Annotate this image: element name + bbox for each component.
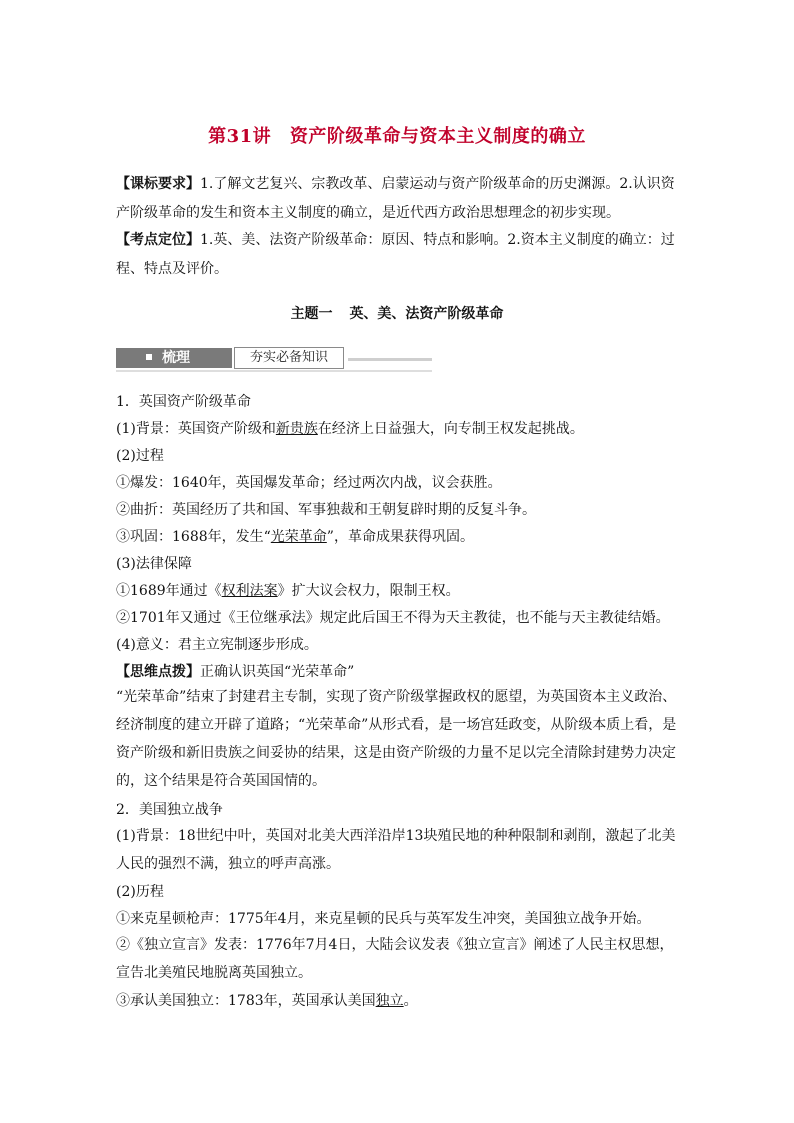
england-process-3 (116, 527, 686, 547)
underlined-term: 光荣革命 (270, 529, 327, 545)
us-background: (1)背景：18世纪中叶，英国对北美大西洋沿岸13块殖民地的种种限制和剥削，激起了北美人民的强烈不满，独立的呼声高涨。 (116, 828, 676, 872)
us-process-2: ②《独立宣言》发表：1776年7月4日，大陆会议发表《独立宣言》阐述了人民主权思想，宣告北美殖民地脱离英国独立。 (116, 937, 674, 981)
england-process-1: ①爆发：1640年，英国爆发革命；经过两次内战，议会获胜。 (116, 475, 502, 491)
england-law-2: ②1701年又通过《王位继承法》规定此后国王不得为天主教徒，也不能与天主教徒结婚。 (116, 610, 670, 626)
banner-underline (116, 370, 432, 372)
england-significance: (4)意义：君主立宪制逐步形成。 (116, 637, 318, 653)
banner-dark-tab (116, 348, 232, 368)
text-span: ①1689年通过《 (116, 583, 222, 599)
thinking-tip-body: “光荣革命”结束了封建君主专制，实现了资产阶级掌握政权的愿望，为英国资本主义政治、经济制度的建立开辟了道路；“光荣革命”从形式看，是一场宫廷政变，从阶级本质上看，是资产阶级和新旧贵族之间妥协的结果，这是由资产阶级的力量不足以完全清除封建势力决定的，这个结果是符合英国国情的。 (116, 689, 677, 789)
banner-light-label: 夯实必备知识 (234, 347, 344, 369)
text-span: 》扩大议会权力，限制王权。 (277, 583, 460, 599)
thinking-tip-title: 正确认识英国“光荣革命” (200, 664, 355, 680)
square-bullet-icon (146, 354, 152, 360)
curriculum-requirements (116, 170, 682, 228)
us-process-3 (116, 991, 686, 1011)
banner-dark-label: 梳理 (162, 350, 190, 366)
thinking-tip-heading (116, 662, 686, 682)
position-label: 【考点定位】 (116, 232, 200, 248)
underlined-term: 权利法案 (221, 583, 278, 599)
lesson-title: 资产阶级革命与资本主义制度的确立 (289, 126, 586, 147)
requirements-text: 1.了解文艺复兴、宗教改革、启蒙运动与资产阶级革命的历史渊源。2.认识资产阶级革命的发生和资本主义制度的确立，是近代西方政治思想理念的初步实现。 (116, 176, 675, 221)
topic-text: 英、美、法资产阶级革命 (349, 306, 504, 322)
requirements-label: 【课标要求】 (116, 176, 200, 192)
text-span: 。 (403, 993, 418, 1009)
banner-rule (348, 358, 432, 361)
thinking-tip-label: 【思维点拨】 (116, 664, 200, 680)
england-law-heading: (3)法律保障 (116, 556, 192, 572)
text-span: (1)背景：英国资产阶级和 (116, 421, 276, 437)
us-process-1: ①来克星顿枪声：1775年4月，来克星顿的民兵与英军发生冲突，美国独立战争开始。 (116, 911, 651, 927)
section-banner (116, 346, 432, 372)
england-process-2: ②曲折：英国经历了共和国、军事独裁和王朝复辟时期的反复斗争。 (116, 502, 536, 518)
text-span: ③承认美国独立：1783年，英国承认美国 (116, 993, 376, 1009)
underlined-term: 独立 (375, 993, 404, 1009)
text-span: ③巩固：1688年，发生“ (116, 529, 271, 545)
lesson-number: 第31讲 (208, 126, 272, 147)
text-span: 在经济上日益强大，向专制王权发起挑战。 (317, 421, 584, 437)
text-span: ”，革命成果获得巩固。 (326, 529, 474, 545)
section-1-heading: 1．英国资产阶级革命 (116, 394, 251, 410)
england-law-1 (116, 581, 686, 601)
underlined-term: 新贵族 (275, 421, 318, 437)
topic-heading (0, 303, 794, 323)
page-title (0, 122, 794, 148)
england-background (116, 419, 686, 439)
position-text: 1.英、美、法资产阶级革命：原因、特点和影响。2.资本主义制度的确立：过程、特点及评价。 (116, 232, 675, 277)
section-2-heading: 2．美国独立战争 (116, 802, 223, 818)
england-process-heading: (2)过程 (116, 448, 164, 464)
exam-position (116, 226, 682, 284)
us-process-heading: (2)历程 (116, 884, 164, 900)
topic-label: 主题一 (290, 306, 333, 322)
